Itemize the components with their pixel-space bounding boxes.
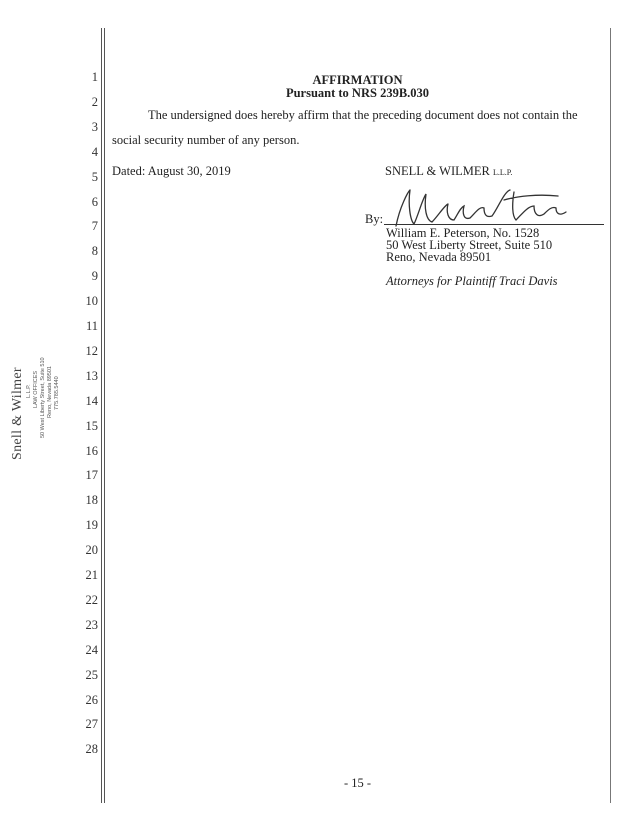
- line-number: 4: [91, 144, 98, 159]
- side-firm-phone: 775.785.5440: [54, 376, 60, 410]
- attorneys-for: Attorneys for Plaintiff Traci Davis: [386, 274, 558, 288]
- line-number: 28: [85, 742, 98, 757]
- line-number: 26: [85, 692, 98, 707]
- side-firm-offices: LAW OFFICES: [33, 370, 39, 408]
- line-number: 8: [91, 244, 98, 259]
- side-firm-street: 50 West Liberty Street, Suite 510: [40, 357, 46, 438]
- line-number: 6: [91, 194, 98, 209]
- line-number: 16: [85, 443, 98, 458]
- line-number: 23: [85, 617, 98, 632]
- right-margin-rule: [610, 28, 611, 803]
- line-number: 24: [85, 642, 98, 657]
- line-number: 20: [85, 543, 98, 558]
- line-number: 13: [85, 368, 98, 383]
- left-margin-rule: [101, 28, 102, 803]
- document-subtitle: Pursuant to NRS 239B.030: [285, 86, 430, 100]
- address-line-1: 50 West Liberty Street, Suite 510: [386, 238, 553, 252]
- line-number: 9: [91, 269, 98, 284]
- line-number: 1: [91, 70, 98, 84]
- line-number: 15: [85, 418, 98, 433]
- side-firm-name: Snell & Wilmer: [10, 367, 25, 460]
- side-firm-block: [10, 300, 61, 460]
- line-number: 5: [91, 169, 98, 184]
- line-number: 27: [85, 717, 98, 732]
- line-number: 2: [91, 94, 98, 109]
- line-number: 19: [85, 518, 98, 533]
- line-number: 14: [85, 393, 98, 408]
- affirmation-line-1: The undersigned does hereby affirm that the preceding document does not contain the: [148, 108, 578, 122]
- line-number: 10: [85, 294, 98, 309]
- firm-name-text: SNELL & WILMER: [385, 164, 490, 178]
- affirmation-line-2: social security number of any person.: [112, 133, 300, 147]
- page-number: - 15 -: [343, 776, 372, 790]
- signer-name: William E. Peterson, No. 1528: [386, 226, 540, 240]
- line-number: 22: [85, 592, 98, 607]
- address-line-2: Reno, Nevada 89501: [386, 250, 492, 264]
- line-number: 17: [85, 468, 98, 483]
- line-number: 7: [91, 219, 98, 234]
- left-margin-rule-inner: [104, 28, 105, 803]
- side-firm-city: Reno, Nevada 89501: [47, 366, 53, 418]
- firm-suffix: L.L.P.: [492, 168, 513, 177]
- line-number: 18: [85, 493, 98, 508]
- line-number: 21: [85, 568, 98, 582]
- line-number: 25: [85, 667, 98, 682]
- side-firm-llp: L.L.P.: [26, 384, 32, 398]
- line-number: 3: [91, 119, 98, 134]
- firm-name: [385, 164, 512, 179]
- line-number: 11: [85, 319, 98, 333]
- by-label: By:: [365, 212, 384, 226]
- line-number: 12: [85, 343, 98, 358]
- document-title: AFFIRMATION: [312, 73, 403, 87]
- signature-line: [384, 224, 604, 225]
- date-line: Dated: August 30, 2019: [112, 164, 231, 178]
